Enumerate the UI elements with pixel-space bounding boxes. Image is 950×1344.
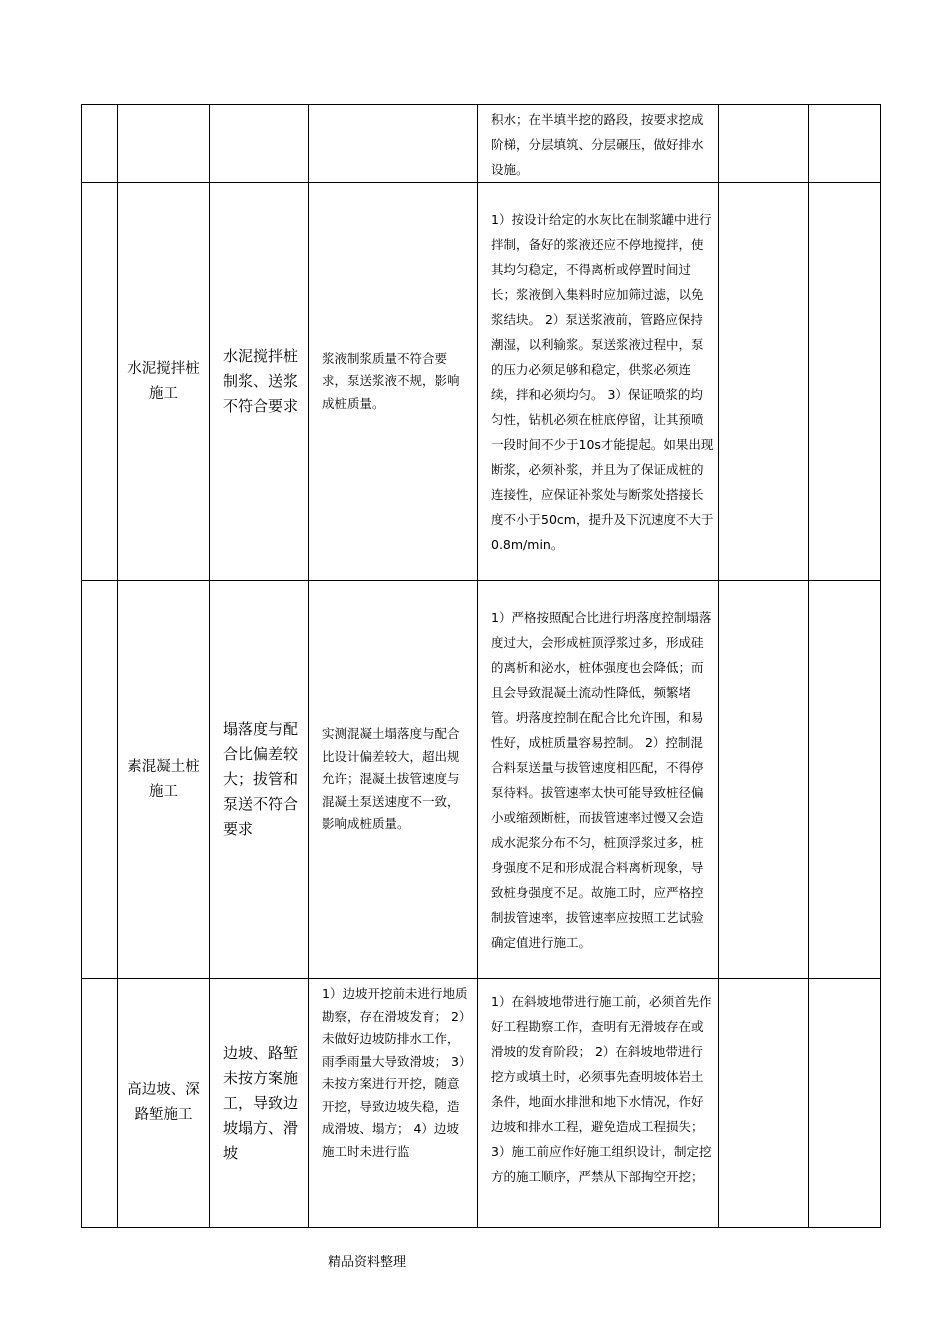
cause-cell: 水泥搅拌桩制浆、送浆不符合要求 <box>210 183 309 581</box>
description-cell: 浆液制浆质量不符合要求，泵送浆液不规，影响成桩质量。 <box>309 183 478 581</box>
cause-cell: 塌落度与配合比偏差较大；拔管和泵送不符合要求 <box>210 581 309 979</box>
cause-cell <box>210 105 309 183</box>
measures-cell: 1）严格按照配合比进行坍落度控制塌落度过大，会形成桩顶浮浆过多，形成硅的离析和泌水，桩体强度也会降低；而且会导致混凝土流动性降低，频繁堵管。坍落度控制在配合比允许围，和易性好，成桩质量容易控制。 2）控制混合料泵送量与拔管速度相匹配，不得停泵待料。拔管速率太快可能导致桩径偏小或缩颈断桩，而拔管速率过慢又会造成水泥浆分布不匀，桩顶浮浆过多，桩身强度不足和形成混合料离析现象，导致桩身强度不足。故施工时，应严格控制拔管速率，拔管速率应按照工艺试验确定值进行施工。 <box>478 581 719 979</box>
blank-cell <box>809 183 881 581</box>
table-row <box>82 105 881 183</box>
project-cell: 高边坡、深路堑施工 <box>118 979 210 1228</box>
project-cell <box>118 105 210 183</box>
index-cell <box>82 105 118 183</box>
description-cell: 1）边坡开挖前未进行地质勘察，存在滑坡发育； 2）未做好边坡防排水工作，雨季雨量大导致滑坡； 3）未按方案进行开挖，随意开挖，导致边坡失稳，造成滑坡、塌方； 4）边坡施工时未进行监 <box>309 979 478 1228</box>
table-row <box>82 183 881 581</box>
footer-note: 精品资料整理 <box>328 1255 407 1270</box>
table-row <box>82 979 881 1228</box>
measures-cell: 积水；在半填半挖的路段，按要求挖成阶梯，分层填筑、分层碾压，做好排水设施。 <box>478 105 719 183</box>
blank-cell <box>809 105 881 183</box>
blank-cell <box>809 979 881 1228</box>
blank-cell <box>719 979 809 1228</box>
measures-table <box>81 104 881 1228</box>
index-cell <box>82 183 118 581</box>
blank-cell <box>809 581 881 979</box>
description-cell <box>309 105 478 183</box>
table-row <box>82 581 881 979</box>
cause-cell: 边坡、路堑未按方案施工，导致边坡塌方、滑坡 <box>210 979 309 1228</box>
description-cell: 实测混凝土塌落度与配合比设计偏差较大，超出规允许；混凝土拔管速度与混凝土泵送速度不一致，影响成桩质量。 <box>309 581 478 979</box>
project-cell: 水泥搅拌桩施工 <box>118 183 210 581</box>
index-cell <box>82 581 118 979</box>
blank-cell <box>719 183 809 581</box>
index-cell <box>82 979 118 1228</box>
blank-cell <box>719 105 809 183</box>
measures-cell: 1）按设计给定的水灰比在制浆罐中进行拌制，备好的浆液还应不停地搅拌，使其均匀稳定，不得离析或停置时间过长；浆液倒入集料时应加筛过滤，以免浆结块。 2）泵送浆液前，管路应保持潮湿，以利输浆。泵送浆液过程中，泵的压力必须足够和稳定，供浆必须连续，拌和必须均匀。 3）保证喷浆的均匀性，钻机必须在桩底停留，让其预喷一段时间不少于10s才能提起。如果出现断浆，必须补浆，并且为了保证成桩的连接性，应保证补浆处与断浆处搭接长度不小于50cm，提升及下沉速度不大于0.8m/min。 <box>478 183 719 581</box>
project-cell: 素混凝土桩施工 <box>118 581 210 979</box>
measures-cell: 1）在斜坡地带进行施工前，必须首先作好工程勘察工作，查明有无滑坡存在或滑坡的发育阶段； 2）在斜坡地带进行挖方或填土时，必须事先查明坡体岩土条件，地面水排泄和地下水情况，作好边坡和排水工程，避免造成工程损失； 3）施工前应作好施工组织设计，制定挖方的施工顺序，严禁从下部掏空开挖； <box>478 979 719 1228</box>
blank-cell <box>719 581 809 979</box>
